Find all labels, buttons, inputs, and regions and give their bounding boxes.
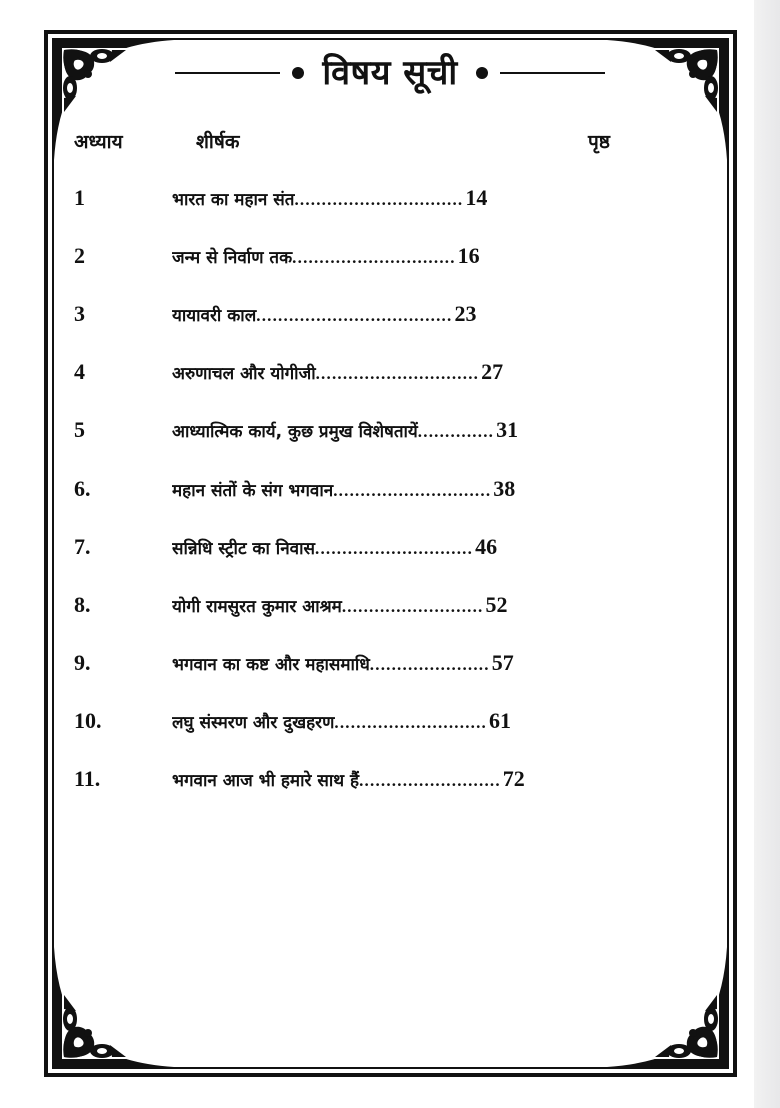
page-number: 52: [485, 592, 508, 617]
column-header-page: पृष्ठ: [588, 131, 610, 153]
chapter-number: 7.: [74, 534, 91, 559]
page-edge-shadow: [754, 0, 780, 1108]
dot-leader: ..............: [417, 422, 495, 441]
title-rule-left: [175, 72, 280, 74]
chapter-number: 2: [74, 243, 85, 268]
page-number: 46: [475, 534, 498, 559]
page-number: 27: [481, 359, 504, 384]
page-number: 31: [496, 417, 519, 442]
toc-entry[interactable]: [74, 301, 674, 333]
page-number: 38: [493, 476, 516, 501]
column-header-chapter: अध्याय: [74, 131, 123, 153]
chapter-title: यायावरी काल: [172, 306, 257, 326]
chapter-number: 8.: [74, 592, 91, 617]
title-rule-right: [500, 72, 605, 74]
page-number: 16: [457, 243, 480, 268]
toc-entry[interactable]: [74, 243, 674, 275]
toc-entry[interactable]: [74, 592, 674, 624]
chapter-title: सन्निधि स्ट्रीट का निवास: [172, 539, 315, 559]
dot-leader: ...............................: [294, 190, 464, 209]
dot-leader: ..............................: [315, 364, 480, 383]
chapter-title: योगी रामसुरत कुमार आश्रम: [172, 597, 342, 617]
chapter-title: भगवान आज भी हमारे साथ हैं: [172, 771, 360, 791]
chapter-number: 6.: [74, 476, 91, 501]
chapter-title: जन्म से निर्वाण तक: [172, 248, 293, 268]
page-title-row: [150, 48, 630, 98]
toc-entry[interactable]: [74, 359, 674, 391]
dot-leader: .............................: [333, 481, 492, 500]
toc-entry[interactable]: [74, 708, 674, 740]
corner-ornament-icon: [607, 947, 727, 1067]
dot-leader: ..........................: [359, 771, 501, 790]
chapter-number: 3: [74, 301, 85, 326]
chapter-title: भगवान का कष्ट और महासमाधि: [172, 655, 370, 675]
bullet-dot-icon: [292, 67, 304, 79]
chapter-number: 9.: [74, 650, 91, 675]
chapter-number: 11.: [74, 766, 101, 791]
toc-entry[interactable]: [74, 766, 674, 798]
toc-entry[interactable]: [74, 534, 674, 566]
chapter-number: 4: [74, 359, 85, 384]
chapter-title: आध्यात्मिक कार्य, कुछ प्रमुख विशेषतायें: [172, 422, 418, 442]
toc-entry[interactable]: [74, 476, 674, 508]
dot-leader: .............................: [315, 539, 474, 558]
toc-entry[interactable]: [74, 417, 674, 449]
chapter-title: लघु संस्मरण और दुखहरण: [172, 713, 335, 733]
chapter-title: भारत का महान संत: [172, 190, 295, 210]
page-number: 23: [454, 301, 477, 326]
page-number: 14: [465, 185, 488, 210]
bullet-dot-icon: [476, 67, 488, 79]
corner-ornament-icon: [54, 947, 174, 1067]
column-header-title: शीर्षक: [196, 131, 240, 153]
dot-leader: ..............................: [292, 248, 456, 267]
chapter-title: महान संतों के संग भगवान: [172, 481, 334, 501]
dot-leader: ............................: [334, 713, 488, 732]
chapter-number: 1: [74, 185, 85, 210]
page-number: 72: [502, 766, 525, 791]
dot-leader: ......................: [369, 655, 490, 674]
chapter-number: 5: [74, 417, 85, 442]
page-number: 61: [489, 708, 512, 733]
chapter-title: अरुणाचल और योगीजी: [172, 364, 316, 384]
page-number: 57: [491, 650, 514, 675]
dot-leader: ..........................: [341, 597, 484, 616]
toc-entry[interactable]: [74, 650, 674, 682]
page-title: विषय सूची: [322, 53, 458, 93]
chapter-number: 10.: [74, 708, 102, 733]
toc-entry[interactable]: [74, 185, 674, 217]
dot-leader: ....................................: [256, 306, 453, 325]
